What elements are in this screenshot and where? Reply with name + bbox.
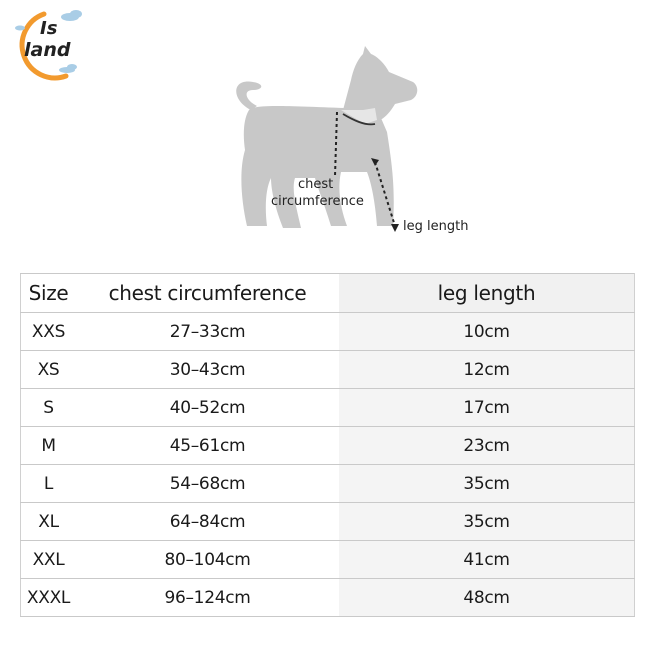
table-row [21,579,635,617]
table-header-row [21,274,635,313]
header-leg-length: leg length [339,274,635,313]
leg-cell: 10cm [339,313,635,351]
leg-cell: 41cm [339,541,635,579]
header-chest-circumference: chest circumference [76,274,339,313]
chest-cell: 40–52cm [76,389,339,427]
chest-cell: 27–33cm [76,313,339,351]
size-cell: XXS [21,313,77,351]
size-cell: XXL [21,541,77,579]
size-cell: XS [21,351,77,389]
size-cell: M [21,427,77,465]
header-size: Size [21,274,77,313]
chest-cell: 30–43cm [76,351,339,389]
logo-text-line1: Is [40,18,58,39]
table-row [21,503,635,541]
chest-label-line2: circumference [271,194,364,209]
leg-cell: 35cm [339,503,635,541]
leg-cell: 48cm [339,579,635,617]
chest-cell: 80–104cm [76,541,339,579]
table-row [21,465,635,503]
leg-cell: 35cm [339,465,635,503]
size-cell: S [21,389,77,427]
table-row [21,427,635,465]
table-row [21,541,635,579]
table-row [21,313,635,351]
size-cell: L [21,465,77,503]
logo-text-line2: land [24,39,71,61]
leg-measure-arrow-icon-bottom [391,224,399,232]
size-cell: XL [21,503,77,541]
leg-cell: 12cm [339,351,635,389]
leg-length-label: leg length [403,219,469,234]
chest-label-line1: chest [298,177,334,192]
table-row [21,389,635,427]
brand-logo [4,4,94,84]
leg-cell: 17cm [339,389,635,427]
chest-cell: 45–61cm [76,427,339,465]
dog-measurement-diagram [225,40,485,240]
table-row [21,351,635,389]
chest-cell: 64–84cm [76,503,339,541]
chest-cell: 54–68cm [76,465,339,503]
size-chart-table [20,273,635,617]
leg-cell: 23cm [339,427,635,465]
size-cell: XXXL [21,579,77,617]
chest-cell: 96–124cm [76,579,339,617]
